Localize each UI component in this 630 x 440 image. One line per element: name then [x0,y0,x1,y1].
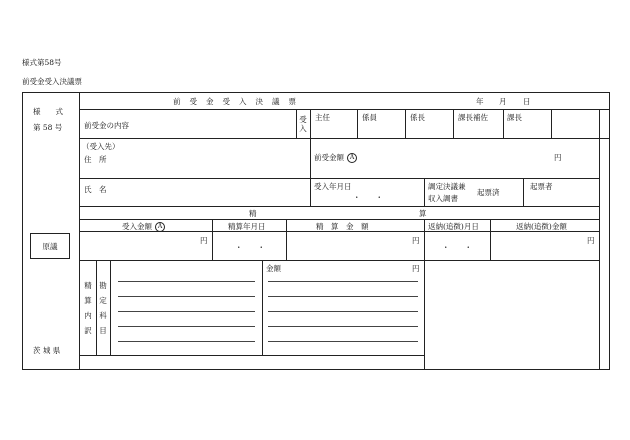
amount-line-3 [268,311,418,312]
address-label: 住 所 [84,155,107,164]
decision-line-1: 調定決議兼 [428,182,466,191]
name-label: 氏 名 [84,185,107,194]
rule-header [79,109,610,110]
rule-settlement-values [79,260,599,261]
drafter-label: 起票者 [530,182,553,191]
receipt-col-right [310,109,311,138]
advance-amount-yen: 円 [554,153,562,162]
received-yen: 円 [200,236,208,245]
settle-div-2 [286,219,287,260]
approver-3: 係長 [410,113,425,122]
refund-date-dots: ・ ・ [442,243,472,252]
col-date-label: 精算年月日 [228,222,266,231]
rule-settlement-cols [79,231,599,232]
right-margin-col [599,109,600,370]
account-char-2: 定 [99,296,107,305]
settlement-header-left: 精 [249,209,257,218]
prefecture-label: 茨 城 県 [33,346,61,355]
approver-div-3 [453,109,454,138]
detail-char-4: 訳 [84,326,92,335]
payer-label: （受入先） [82,142,120,151]
amount-line-2 [268,296,418,297]
drafted-label: 起票済 [477,188,500,197]
detail-char-2: 算 [84,296,92,305]
settlement-header-right: 算 [419,209,427,218]
receipt-date-dots: ・ ・ [353,193,383,202]
col-amount-label: 精 算 金 額 [316,222,369,231]
decision-line-2: 収入調書 [428,194,458,203]
amount-line-5 [268,341,418,342]
approval-box [30,233,70,259]
detail-div-1 [96,260,97,355]
approver-1: 主任 [315,113,330,122]
rule-content [79,138,610,139]
form-number: 様式第58号 [22,58,62,67]
account-char-1: 勘 [99,281,107,290]
settle-div-4 [490,219,491,260]
name-div-1 [424,178,425,206]
rule-settlement-header [79,219,599,220]
account-line-4 [118,326,255,327]
receipt-char-1: 受 [299,115,307,124]
style-label-2: 第 58 号 [33,123,63,132]
rule-detail-bottom [79,355,424,356]
address-amount-divider [310,138,311,206]
detail-amount-yen: 円 [412,264,420,273]
detail-char-3: 内 [84,311,92,320]
settle-div-1 [212,219,213,260]
detail-amount-label: 金額 [266,264,281,273]
account-char-3: 科 [99,311,107,320]
amount-line-1 [268,281,418,282]
name-div-2 [523,178,524,206]
account-char-4: 目 [99,326,107,335]
header-day: 日 [523,97,531,106]
settle-div-3 [424,219,425,370]
advance-amount-text: 前受金額 [314,153,344,162]
content-label: 前受金の内容 [84,121,129,130]
approver-div-1 [357,109,358,138]
approver-div-2 [405,109,406,138]
refund-amount-yen: 円 [587,236,595,245]
col-refund-amount-label: 返納(追徴)金額 [516,222,567,231]
rule-address [79,178,599,179]
account-line-5 [118,341,255,342]
approval-label: 原議 [42,241,58,251]
receipt-col-left [296,109,297,138]
col-refund-date-label: 返納(追徴)月日 [428,222,479,231]
advance-amount-label [314,153,357,163]
settle-amount-yen: 円 [412,236,420,245]
header-year: 年 [476,97,484,106]
settle-date-dots: ・ ・ [235,243,265,252]
form-name: 前受金受入決議票 [22,77,82,86]
approver-5: 課長 [507,113,522,122]
detail-div-3 [262,260,263,355]
form-title: 前受金受入決議票 [173,97,305,106]
approver-4: 課長補佐 [458,113,488,122]
detail-char-1: 精 [84,281,92,290]
detail-div-2 [110,260,111,355]
approver-div-4 [503,109,504,138]
approver-div-5 [551,109,552,138]
mark-a-circle: A [347,153,357,163]
rule-name [79,206,599,207]
account-line-3 [118,311,255,312]
col-received-text: 受入金額 [122,222,152,231]
header-month: 月 [499,97,507,106]
amount-line-4 [268,326,418,327]
receipt-char-2: 入 [299,124,307,133]
account-line-2 [118,296,255,297]
mark-a-circle-2: A [155,222,165,232]
account-line-1 [118,281,255,282]
receipt-date-label: 受入年月日 [314,182,352,191]
approver-2: 係員 [362,113,377,122]
style-label-1: 様 式 [33,107,63,116]
